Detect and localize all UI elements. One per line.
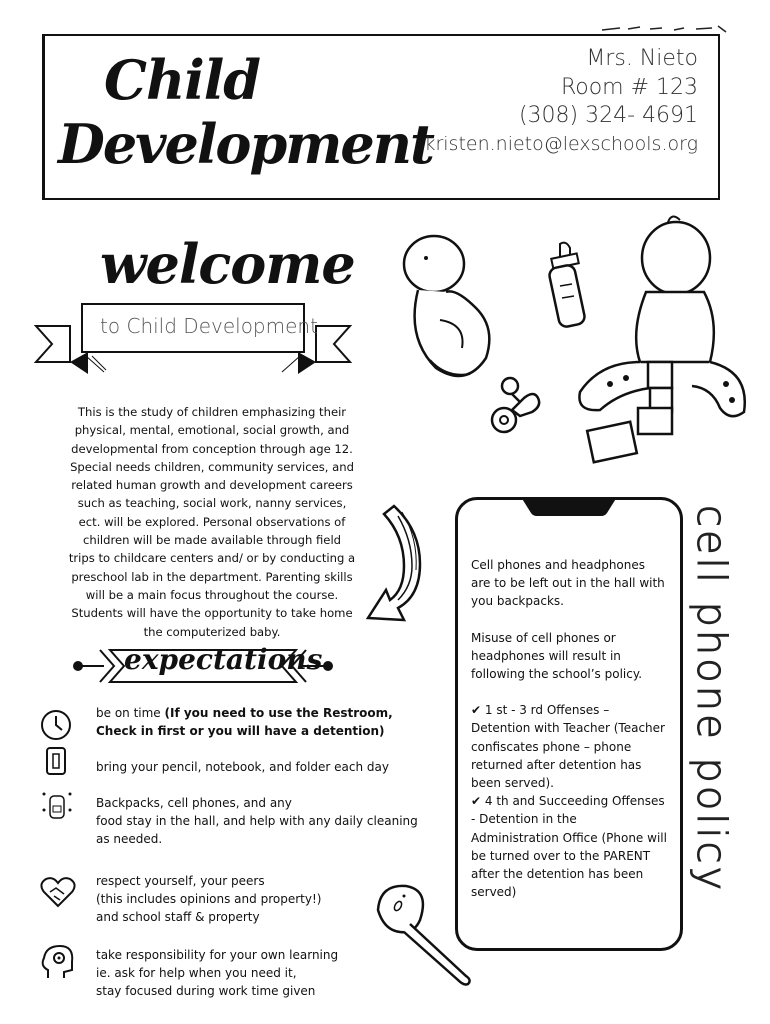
description-line: Special needs children, community services, and [70,459,354,474]
expectation-supplies: bring your pencil, notebook, and folder each day [96,760,389,774]
head-gear-icon [40,944,76,980]
policy-paragraph-2: Misuse of cell phones or headphones will result in following the school’s policy. [471,630,643,682]
ribbon-text: to Child Development [100,314,318,338]
phone-notch [521,497,617,517]
expectation-responsibility: take responsibility for your own learning ie. ask for help when you need it, stay focused during work time given [96,948,339,998]
pacifier-icon [486,376,546,440]
header-dash-decoration [600,22,730,38]
description-line: trips to childcare centers and/ or by conducting a [68,551,356,566]
email-address[interactable]: kristen.nieto@lexschools.org [424,133,698,155]
notebook-icon [44,746,68,776]
policy-paragraph-1: Cell phones and headphones are to be left out in the hall with you backpacks. [471,558,665,609]
course-title-line2: Development [58,112,433,176]
description-line: Students will have the opportunity to take home [71,606,353,621]
expectation-backpacks: Backpacks, cell phones, and any food stay in the hall, and help with any daily cleaning as needed. [96,796,418,846]
sitting-baby-illustration [580,212,750,472]
description-line: This is the study of children emphasizing their [77,405,347,419]
description-line: preschool lab in the department. Parenting skills [71,569,353,584]
phone-number: (308) 324- 4691 [518,103,698,128]
expectation-respect: respect yourself, your peers (this includes opinions and property!) and school staff & property [96,874,322,924]
cell-phone-policy-label: cell phone policy [688,505,734,894]
newborn-baby-illustration [396,228,506,398]
ribbon-banner [34,300,354,378]
description-line: children will be made available through field [82,533,342,548]
expectations-heading: expectations [124,643,323,676]
description-line: such as teaching, social work, nanny services, [77,496,347,511]
course-title-line1: Child [104,48,261,112]
teacher-name: Mrs. Nieto [586,46,698,71]
clock-icon [40,708,72,742]
policy-offense-2: ✔ 4 th and Succeeding Offenses - Detention in the Administration Office (Phone will be turned over to the PARENT after the detention has been served) [471,794,667,900]
policy-offense-1: ✔ 1 st - 3 rd Offenses – Detention with Teacher (Teacher confiscates phone – phone returned after detention has been served). [471,703,665,791]
earbud-icon [370,880,480,986]
description-line: physical, mental, emotional, social growth, and [74,423,350,438]
handshake-heart-icon [40,876,76,908]
description-line: developmental from conception through age 12. [71,441,353,456]
curved-arrow-decoration [364,500,436,630]
description-line: the computerized baby. [143,624,281,639]
backpack-icon [40,788,74,824]
expectation-on-time: be on time (If you need to use the Restroom, Check in first or you will have a detention) [96,706,393,738]
description-line: will be a main focus throughout the course. [85,587,339,602]
course-description [56,403,368,641]
cell-phone-policy-text [471,556,667,901]
welcome-heading: welcome [100,232,355,296]
room-number: Room # 123 [560,75,698,100]
description-line: related human growth and development careers [71,478,353,493]
description-line: ect. will be explored. Personal observations of [78,514,346,529]
